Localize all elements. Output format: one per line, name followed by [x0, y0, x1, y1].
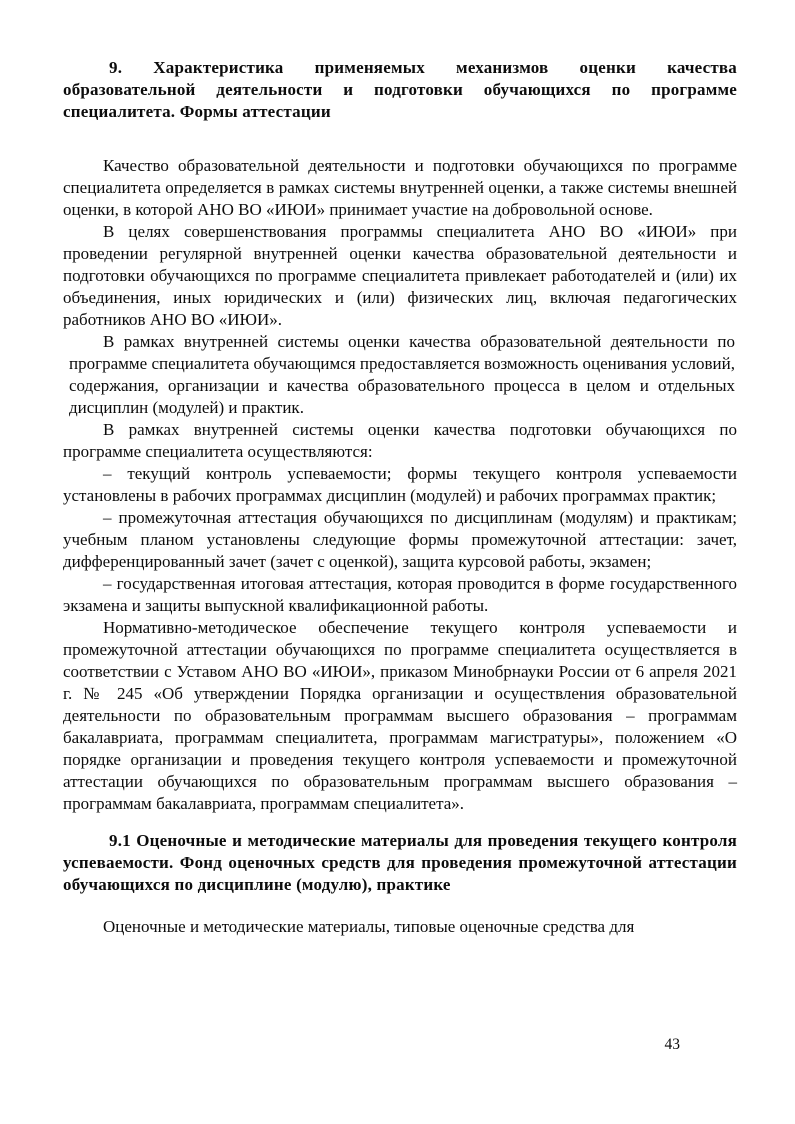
paragraph: В рамках внутренней системы оценки качества образовательной деятельности по программе специалитета обучающимся предоставляется возможность оценивания условий, содержания, организации и качества образовательного процесса в целом и отдельных дисциплин (модулей) и практик.	[69, 332, 735, 417]
subsection-heading: 9.1 Оценочные и методические материалы для проведения текущего контроля успеваемости. Фонд оценочных средств для проведения промежуточной аттестации обучающихся по дисциплине (модулю), практике	[63, 831, 737, 894]
paragraph: Качество образовательной деятельности и подготовки обучающихся по программе специалитета определяется в рамках системы внутренней оценки, а также системы внешней оценки, в которой АНО ВО «ИЮИ» принимает участие на добровольной основе.	[63, 156, 737, 219]
list-item-dash: – государственная итоговая аттестация, которая проводится в форме государственного экзамена и защиты выпускной квалификационной работы.	[63, 574, 737, 615]
page-number: 43	[664, 1036, 680, 1053]
paragraph: Оценочные и методические материалы, типовые оценочные средства для	[103, 917, 635, 936]
section-heading: 9. Характеристика применяемых механизмов оценки качества образовательной деятельности и подготовки обучающихся по программе специалитета. Формы аттестации	[63, 58, 737, 121]
paragraph: В рамках внутренней системы оценки качества подготовки обучающихся по программе специалитета осуществляются:	[63, 420, 737, 461]
list-item-dash: – текущий контроль успеваемости; формы текущего контроля успеваемости установлены в рабочих программах дисциплин (модулей) и рабочих программах практик;	[63, 464, 737, 505]
paragraph: В целях совершенствования программы специалитета АНО ВО «ИЮИ» при проведении регулярной внутренней оценки качества образовательной деятельности и подготовки обучающихся по программе специалитета привлекает работодателей и (или) их объединения, иных юридических и (или) физических лиц, включая педагогических работников АНО ВО «ИЮИ».	[63, 222, 737, 329]
list-item-dash: – промежуточная аттестация обучающихся по дисциплинам (модулям) и практикам; учебным планом установлены следующие формы промежуточной аттестации: зачет, дифференцированный зачет (зачет с оценкой), защита курсовой работы, экзамен;	[63, 508, 737, 571]
paragraph: Нормативно-методическое обеспечение текущего контроля успеваемости и промежуточной аттестации обучающихся по программе специалитета осуществляется в соответствии с Уставом АНО ВО «ИЮИ», приказом Минобрнауки России от 6 апреля 2021 г. № 245 «Об утверждении Порядка организации и осуществления образовательной деятельности по образовательным программам высшего образования – программам бакалавриата, программам специалитета, программам магистратуры», положением «О порядке организации и проведения текущего контроля успеваемости и промежуточной аттестации обучающихся по образовательным программам высшего образования – программам бакалавриата, программам специалитета».	[63, 618, 737, 813]
